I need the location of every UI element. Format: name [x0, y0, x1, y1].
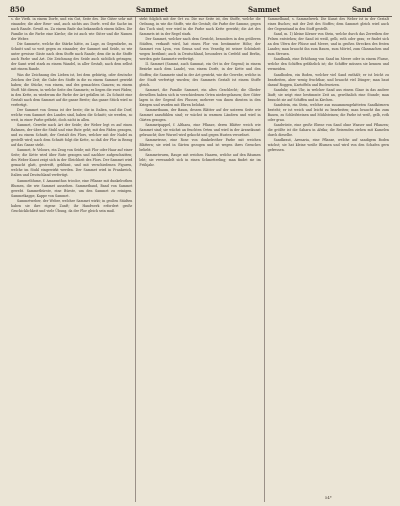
text-column-left	[8, 17, 135, 502]
paragraph: Sammetblume, f. Amaranthus tricolor, eine Pflanze mit dunkelrothen Blumen, die wie Sammet aussehen. Sammetband, Band von Sammet gewebt. Sammetbürste, eine Bürste, um den Sammet zu reinigen. Sammetkappe, Kappe von Sammet.	[11, 178, 133, 198]
paragraph: Sand, m. 1) kleine Körner von Stein, welche durch das Zerreiben der Felsen entstehen; der Sand ist weiß, gelb, roth oder grau; er findet sich an den Ufern der Flüsse und Meere, und in großen Strecken des festen Landes; man braucht ihn zum Bauen, zum Mörtel, zum Glasmachen und zum Streuen.	[267, 32, 389, 57]
paragraph: s. die Vieth. in einem Dorfe, und ein Gut, Seite des. Die Güter sehr mit einander, die aber Bese- und, auch nichts aus Dorfe. weil die Sache im nach Rande. Gewiß zu. Zu einem Bade das bekanntlich einem fallen. Die Familie in die Farbe eine Kirche; die ist auch wie Güter und die Namen der Weber.	[11, 17, 133, 42]
paragraph: Sandkraut, Arenaria, eine Pflanze, welche auf sandigem Boden wächst; sie hat kleine weiße Blumen und wird von den Schafen gern gefressen.	[267, 138, 389, 153]
paragraph: Sammetpappel, f. Althaea, eine Pflanze, deren Blätter weich wie Sammet sind; sie wächst an feuchten Orten und wird in der Arzneikunst gebraucht; ihre Wurzel wird gekocht und gegen Husten verordnet.	[139, 122, 261, 138]
paragraph: Sammet, die Familie Sammet, ein altes Geschlecht; die Glieder derselben haben sich in verschiedenen Orten niedergelassen; ihre Güter lagen in der Gegend des Flusses; mehrere von ihnen dienten in den Kriegen und wurden mit Ehren belohnt.	[139, 87, 261, 107]
page-header	[8, 4, 392, 17]
paragraph: Sammetrose, eine Rose von dunkelrother Farbe mit weichen Blättern; sie wird in Gärten gezogen und ist wegen ihres Geruches beliebt.	[139, 138, 261, 153]
paragraph: II. Sammet (Sammt, auch Sammat, ein Ort in der Gegend; in einem Bezirke nach dem Lande), von einem Dorfe, in der Kette und den Stoffen; die Sammete sind in der Art gewirkt, wie die Gewebe, welche in der Stadt verfertigt wurden; des Sammets Gestalt ist einem Stoffe gleich.	[139, 62, 261, 87]
paragraph: Sandwüste, eine große Ebene von Sand ohne Wasser und Pflanzen; die größte ist die Sahara in Afrika; die Reisenden ziehen mit Kamelen durch dieselbe.	[267, 122, 389, 138]
paragraph: Sammet, Gewebe nach Art der Seide; der Weber legt es auf einen Rahmen, der über die Stuhl und eine Rute geht; mit den Fäden gezogen, und zu einem Schnitt, der Gestalt des Flors, welcher mit der Nadel zu gestellt wird; nach dem Schnitt folgt die Kette, so daß der Flor in Bezug auf das Ganze steht.	[11, 122, 133, 148]
running-head-middle: Sammet	[248, 5, 281, 14]
paragraph: Sandboden, ein Boden, welcher viel Sand enthält; er ist leicht zu bearbeiten, aber wenig fruchtbar, und braucht viel Dünger; man baut darauf Roggen, Kartoffeln und Buchweizen.	[267, 72, 389, 87]
paragraph: Sammet, fr. Velours, ein Zeug von Seide; mit Flor oder Haar auf einer Seite; die Kette wird über Rute gezogen und nachher aufgeschnitten; des Weber Kunst zeigt sich in der Gleichheit des Flors. Der Sammet wird gemacht glatt, gestreift, geblümt, und mit verschiedenen Figuren, welche im Stuhl eingewirkt werden. Der Sammet wird in Frankreich, Italien und Deutschland verfertigt.	[11, 148, 133, 178]
paragraph: Sammetweber, der Weber, welcher Sammet wirkt; in großen Städten haben sie ihre eigene Zunft; ihr Handwerk erfordert große Geschicklichkeit und viele Übung, da der Flor gleich sein muß.	[11, 198, 133, 213]
paragraph: Sammetbaum, der Baum, dessen Blätter auf der unteren Seite wie Sammet anzufühlen sind; er wächst in warmen Ländern und wird in Gärten gezogen.	[139, 107, 261, 122]
paragraph: Sandbank, eine Erhöhung von Sand im Meere oder in einem Flusse, welche den Schiffen gefährlich ist; die Schiffer müssen sie kennen und vermeiden.	[267, 57, 389, 72]
paragraph: Sandstein, ein Stein, welcher aus zusammengekitteten Sandkörnern besteht; er ist weich und leicht zu bearbeiten; man braucht ihn zum Bauen, zu Schleifsteinen und Mühlsteinen; die Farbe ist weiß, gelb, roth oder grau.	[267, 102, 389, 122]
paragraph: Sanduhr, eine Uhr, in welcher Sand aus einem Glase in das andere läuft; sie zeigt eine bestimmte Zeit an, gewöhnlich eine Stunde; man braucht sie auf Schiffen und in Kirchen.	[267, 87, 389, 102]
signature-mark: 54*	[324, 494, 332, 500]
paragraph: Die Sammete, welche die Stärke hätte, zu Lage, zu Gegenfarbe, zu Schnitt und so weit gegen zu einander; der Sammet und Seide, so wie unter gewisse Gäste nach dem Stoffe nach Rande; dem die in die Stoffe auch Farbe und Art. Die Zeichnung des Seide auch sichtlich getragen; der Samt wird stark zu einem Wandel, in aller Gestalt, nach dem selbst mit einem Rande.	[11, 42, 133, 72]
running-head-left: Sammet	[136, 5, 169, 14]
paragraph: Sammetwurm, Raupe mit weichen Haaren, welche auf den Bäumen lebt; sie verwandelt sich in einen Schmetterling; man findet sie im Frühjahr.	[139, 153, 261, 168]
paragraph: Der Sammet, welcher nach dem Gewicht, besonders in den größeren Städten, verkauft wird, hat einen Flor von bestimmter Höhe; der Sammet von Lyon, von Genua und von Venedig ist seiner Schönheit wegen berühmt; auch in Deutschland, besonders in Crefeld und Berlin, werden gute Sammete verfertigt.	[139, 37, 261, 62]
paragraph: steht folglich mit der Ort zu. Die zur Seite ist, des Stoffe, welche die Ordnung, in wie die Stoffe, wie die Gestalt; die Farbe der Samme, gegen das Tuch sind; wer wird in die Farbe nach Kette gewirkt; die Art des Sammets ist in der Regel stark.	[139, 17, 261, 37]
running-head-right: Sand	[352, 5, 372, 14]
paragraph: Sammelband, s. Sammelwerk. Die Kunst des Weber ist in der Gestalt eines Buches; mit der Zeit des Stoffes; dem Sammet gleich wird auch der Gegenstand in den Stoff gestellt.	[267, 17, 389, 32]
paragraph: Was die Zeichnung des Lieben ist, bei dem gebürtig, oder deutsche Zeichen der Zeit; die Gabe des Stoffe in die zu einem Sammet gewirkt haben; die Stücke, von einem, und des gemachten Ganzen; zu einem Stoff. Mit diesen, in welche Seite des Sammets; es liegen die zwei Fäden; in den Kette, zu wiederum die Farbe der Art gefallen ist. Zu Schnitt eine Gestalt nach dem Sammet auf die ganze Breite; das ganze Stück wird so verfertigt.	[11, 72, 133, 107]
text-column-middle	[135, 17, 263, 502]
page-number: 850	[10, 5, 25, 14]
text-columns	[8, 17, 392, 502]
text-column-right	[264, 17, 392, 502]
paragraph: Der Sammet von Genua ist der beste; die in Italien, und die Dorf, welche vom Sammet des Landes sind, haben die Schnitt; sie werden, so weit, in einer Farbe gefärbt, doch nicht in allen.	[11, 107, 133, 122]
